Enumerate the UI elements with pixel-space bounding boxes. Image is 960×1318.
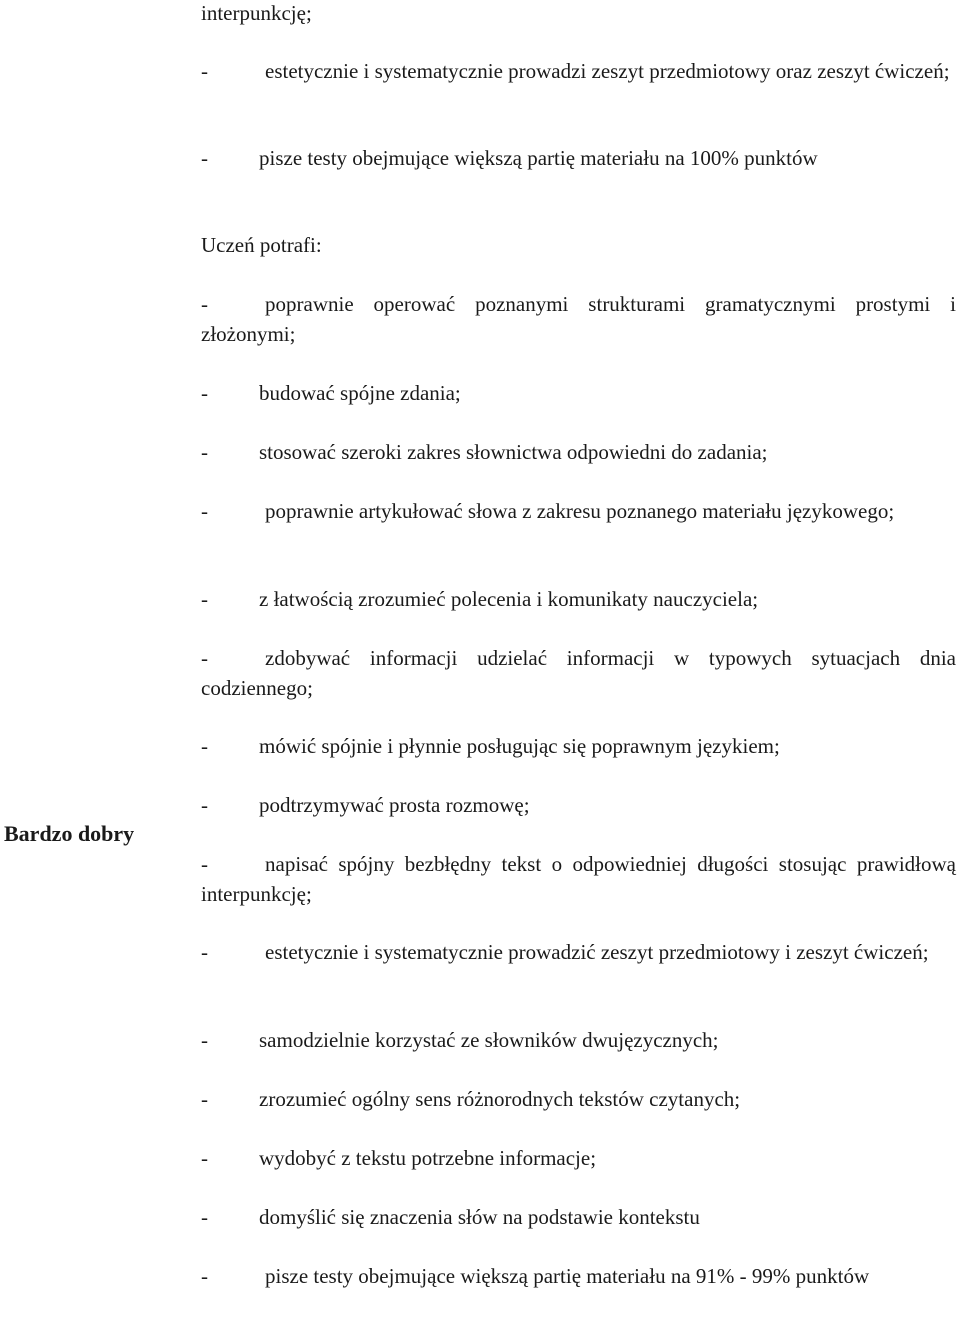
- list-item: - pisze testy obejmujące większą partię materiału na 100% punktów: [201, 146, 818, 170]
- list-item: - domyślić się znaczenia słów na podstawie kontekstu: [201, 1205, 700, 1229]
- list-item: - zdobywać informacji udzielać informacji w typowych sytuacjach dnia codziennego;: [201, 646, 956, 700]
- list-item: - napisać spójny bezbłędny tekst o odpowiedniej długości stosując prawidłową interpunkcję;: [201, 852, 956, 906]
- list-item: - estetycznie i systematycznie prowadzi zeszyt przedmiotowy oraz zeszyt ćwiczeń;: [201, 59, 950, 83]
- section-heading: Uczeń potrafi:: [201, 233, 322, 257]
- list-item: - stosować szeroki zakres słownictwa odpowiedni do zadania;: [201, 440, 768, 464]
- list-item: - podtrzymywać prosta rozmowę;: [201, 793, 530, 817]
- list-item: - zrozumieć ogólny sens różnorodnych tekstów czytanych;: [201, 1087, 741, 1111]
- text-line-continuation: interpunkcję;: [201, 1, 312, 25]
- list-item: - poprawnie operować poznanymi strukturami gramatycznymi prostymi i złożonymi;: [201, 292, 956, 346]
- list-item: - wydobyć z tekstu potrzebne informacje;: [201, 1146, 597, 1170]
- list-item: - budować spójne zdania;: [201, 381, 461, 405]
- list-item: - z łatwością zrozumieć polecenia i komunikaty nauczyciela;: [201, 587, 759, 611]
- list-item: - estetycznie i systematycznie prowadzić zeszyt przedmiotowy i zeszyt ćwiczeń;: [201, 940, 929, 964]
- list-item: - samodzielnie korzystać ze słowników dwujęzycznych;: [201, 1028, 719, 1052]
- list-item: - pisze testy obejmujące większą partię materiału na 91% - 99% punktów: [201, 1264, 870, 1288]
- list-item: - mówić spójnie i płynnie posługując się poprawnym językiem;: [201, 734, 780, 758]
- grade-label: Bardzo dobry: [4, 821, 135, 846]
- list-item: - poprawnie artykułować słowa z zakresu poznanego materiału językowego;: [201, 499, 895, 523]
